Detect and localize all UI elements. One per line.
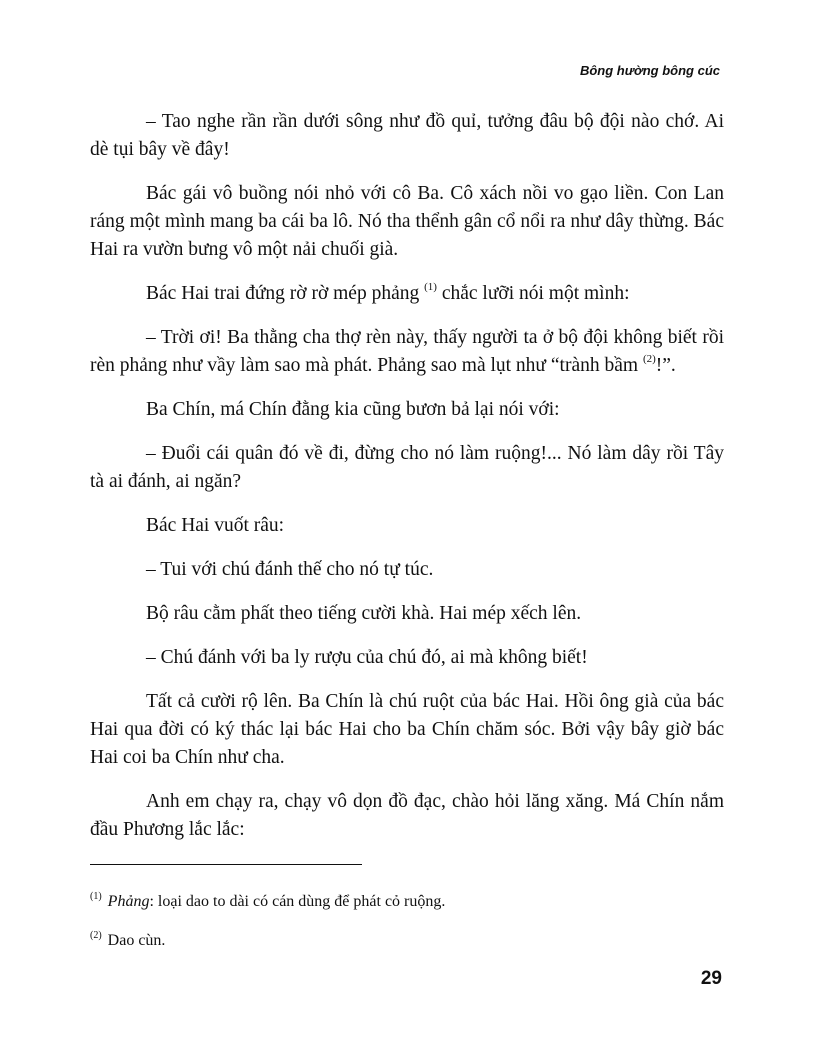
paragraph: – Đuổi cái quân đó về đi, đừng cho nó làm ruộng!... Nó làm dây rồi Tây tà ai đánh, ai ngăn?: [90, 443, 724, 492]
paragraph: – Tao nghe rần rần dưới sông như đồ quỉ, tưởng đâu bộ đội nào chớ. Ai dè tụi bây về đây!: [90, 111, 724, 160]
page-number: 29: [700, 968, 722, 989]
footnote-reference: (2): [642, 353, 656, 365]
paragraph: Bác gái vô buồng nói nhỏ với cô Ba. Cô xách nồi vo gạo liền. Con Lan ráng một mình mang ba cái ba lô. Nó tha thểnh gân cổ nổi ra như dây thừng. Bác Hai ra vườn bưng vô một nải chuối già.: [90, 183, 724, 260]
footnote-reference: (1): [424, 281, 437, 293]
paragraph-text: – Trời ơi! Ba thằng cha thợ rèn này, thấy người ta ở bộ đội không biết rồi rèn phảng như vầy làm sao mà phát. Phảng sao mà lụt như “trành bầm: [90, 327, 724, 376]
paragraph: Bộ râu cằm phất theo tiếng cười khà. Hai mép xếch lên.: [146, 603, 582, 624]
paragraph: [90, 280, 724, 308]
paragraph: Tất cả cười rộ lên. Ba Chín là chú ruột của bác Hai. Hồi ông già của bác Hai qua đời có ký thác lại bác Hai cho ba Chín chăm sóc. Bởi vậy bây giờ bác Hai coi ba Chín như cha.: [90, 691, 724, 768]
paragraph-text: !”.: [655, 355, 676, 376]
footnote-divider: [90, 864, 362, 865]
paragraph: – Tui với chú đánh thế cho nó tự túc.: [146, 559, 434, 580]
paragraph-text: chắc lưỡi nói một mình:: [436, 283, 630, 304]
page-body: [90, 108, 724, 860]
footnote-term: Phảng: [107, 893, 150, 910]
footnote-text: : loại dao to dài có cán dùng để phát cỏ ruộng.: [149, 893, 446, 910]
paragraph: Anh em chạy ra, chạy vô dọn đồ đạc, chào hỏi lăng xăng. Má Chín nắm đầu Phương lắc lắc:: [90, 791, 724, 840]
footnote-text: Dao cùn.: [107, 932, 166, 949]
footnote: [90, 886, 724, 913]
footnote: [90, 925, 724, 952]
paragraph: – Chú đánh với ba ly rượu của chú đó, ai mà không biết!: [146, 647, 588, 668]
footnote-mark: (1): [90, 891, 102, 902]
paragraph: [90, 324, 724, 380]
paragraph: Bác Hai vuốt râu:: [146, 515, 285, 536]
footnotes: [90, 886, 724, 964]
running-header-title: Bông hường bông cúc: [579, 63, 720, 78]
paragraph: Ba Chín, má Chín đằng kia cũng bươn bả lại nói với:: [146, 399, 560, 420]
footnote-mark: (2): [90, 930, 102, 941]
paragraph-text: Bác Hai trai đứng rờ rờ mép phảng: [146, 283, 425, 304]
